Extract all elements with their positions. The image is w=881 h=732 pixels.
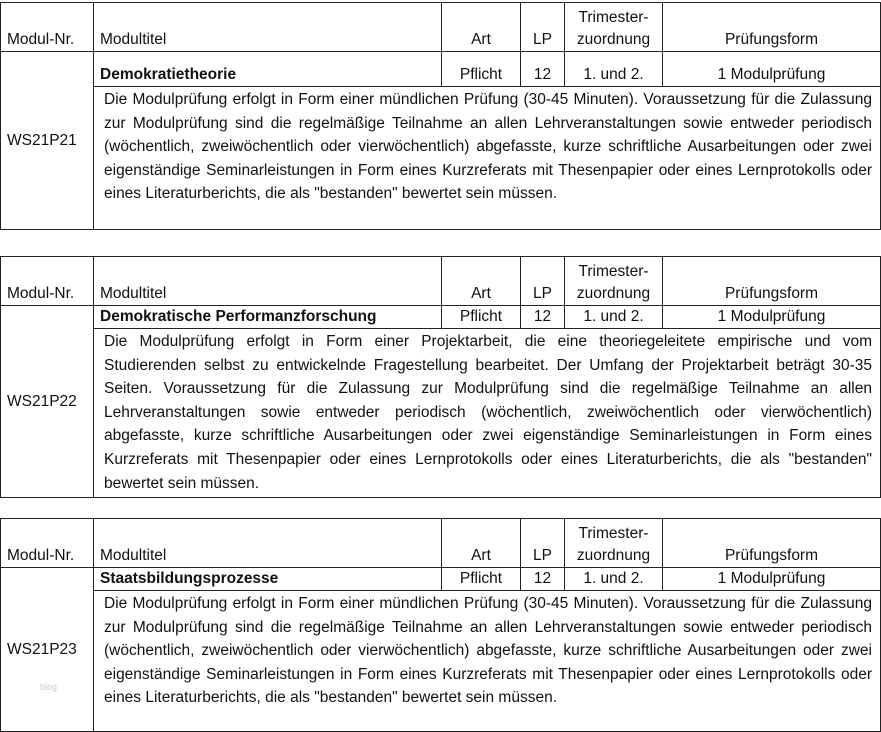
header-row bbox=[1, 519, 881, 568]
header-pruefungsform: Prüfungsform bbox=[663, 3, 881, 52]
header-trimester-line2: zuordnung bbox=[576, 31, 651, 48]
module-table bbox=[0, 518, 881, 732]
header-row bbox=[1, 257, 881, 306]
header-trimester-line2: zuordnung bbox=[576, 547, 651, 564]
header-lp: LP bbox=[521, 3, 565, 52]
module-lp: 12 bbox=[521, 568, 565, 591]
module-lp: 12 bbox=[521, 306, 565, 329]
header-trimester bbox=[565, 257, 663, 306]
header-modul-nr: Modul-Nr. bbox=[1, 519, 94, 568]
header-trimester bbox=[565, 3, 663, 52]
header-art: Art bbox=[442, 3, 521, 52]
header-modultitel: Modultitel bbox=[94, 257, 442, 306]
module-trimester: 1. und 2. bbox=[565, 52, 663, 87]
header-modul-nr: Modul-Nr. bbox=[1, 3, 94, 52]
module-number: WS21P23 bbox=[1, 568, 94, 732]
module-description-row bbox=[1, 591, 881, 732]
module-title: Demokratietheorie bbox=[94, 52, 442, 87]
watermark: blog bbox=[40, 682, 58, 692]
module-number: WS21P22 bbox=[1, 306, 94, 498]
header-trimester-line1: Trimester- bbox=[578, 263, 649, 280]
module-title-row bbox=[1, 52, 881, 87]
header-lp: LP bbox=[521, 519, 565, 568]
module-trimester: 1. und 2. bbox=[565, 568, 663, 591]
module-art: Pflicht bbox=[442, 306, 521, 329]
module-description-row bbox=[1, 329, 881, 498]
module-art: Pflicht bbox=[442, 568, 521, 591]
module-description: Die Modulprüfung erfolgt in Form einer mündlichen Prüfung (30-45 Minuten). Voraussetzung für die Zulassung zur Modulprüfung sind die regelmäßige Teilnahme an allen Lehrveranstaltungen sowie entweder periodisch (wöchentlich, zweiwöchentlich oder vierwöchentlich) abgefasste, kurze schriftliche Ausarbeitungen oder zwei eigenständige Seminarleistungen in Form eines Kurzreferats mit Thesenpapier oder eines Lernprotokolls oder eines Literaturberichts, die als "bestanden" bewertet sein müssen. bbox=[94, 591, 881, 732]
header-row bbox=[1, 3, 881, 52]
module-trimester: 1. und 2. bbox=[565, 306, 663, 329]
header-art: Art bbox=[442, 257, 521, 306]
header-lp: LP bbox=[521, 257, 565, 306]
module-table bbox=[0, 2, 881, 230]
module-description: Die Modulprüfung erfolgt in Form einer mündlichen Prüfung (30-45 Minuten). Voraussetzung für die Zulassung zur Modulprüfung sind die regelmäßige Teilnahme an allen Lehrveranstaltungen sowie entweder periodisch (wöchentlich, zweiwöchentlich oder vierwöchentlich) abgefasste, kurze schriftliche Ausarbeitungen oder zwei eigenständige Seminarleistungen in Form eines Kurzreferats mit Thesenpapier oder eines Lernprotokolls oder eines Literaturberichts, die als "bestanden" bewertet sein müssen. bbox=[94, 87, 881, 230]
module-table bbox=[0, 256, 881, 498]
module-description-row bbox=[1, 87, 881, 230]
header-trimester-line2: zuordnung bbox=[576, 285, 651, 302]
header-modultitel: Modultitel bbox=[94, 3, 442, 52]
header-pruefungsform: Prüfungsform bbox=[663, 519, 881, 568]
module-title: Staatsbildungsprozesse bbox=[94, 568, 442, 591]
module-description: Die Modulprüfung erfolgt in Form einer Projektarbeit, die eine theoriegeleitete empirische und vom Studierenden selbst zu entwickelnde Fragestellung bearbeitet. Der Umfang der Projektarbeit beträgt 30-35 Seiten. Voraussetzung für die Zulassung zur Modulprüfung sind die regelmäßige Teilnahme an allen Lehrveranstaltungen sowie entweder periodisch (wöchentlich, zweiwöchentlich oder vierwöchentlich) abgefasste, kurze schriftliche Ausarbeitungen oder zwei eigenständige Seminarleistungen in Form eines Kurzreferats mit Thesenpapier oder eines Lernprotokolls oder eines Literaturberichts, die als "bestanden" bewertet sein müssen. bbox=[94, 329, 881, 498]
header-pruefungsform: Prüfungsform bbox=[663, 257, 881, 306]
header-modultitel: Modultitel bbox=[94, 519, 442, 568]
module-lp: 12 bbox=[521, 52, 565, 87]
header-trimester-line1: Trimester- bbox=[578, 9, 649, 26]
module-pruefungsform: 1 Modulprüfung bbox=[663, 568, 881, 591]
module-number: WS21P21 bbox=[1, 52, 94, 230]
header-trimester bbox=[565, 519, 663, 568]
module-pruefungsform: 1 Modulprüfung bbox=[663, 306, 881, 329]
header-trimester-line1: Trimester- bbox=[578, 525, 649, 542]
header-art: Art bbox=[442, 519, 521, 568]
module-title: Demokratische Performanzforschung bbox=[94, 306, 442, 329]
module-art: Pflicht bbox=[442, 52, 521, 87]
header-modul-nr: Modul-Nr. bbox=[1, 257, 94, 306]
module-title-row bbox=[1, 306, 881, 329]
module-title-row bbox=[1, 568, 881, 591]
module-pruefungsform: 1 Modulprüfung bbox=[663, 52, 881, 87]
